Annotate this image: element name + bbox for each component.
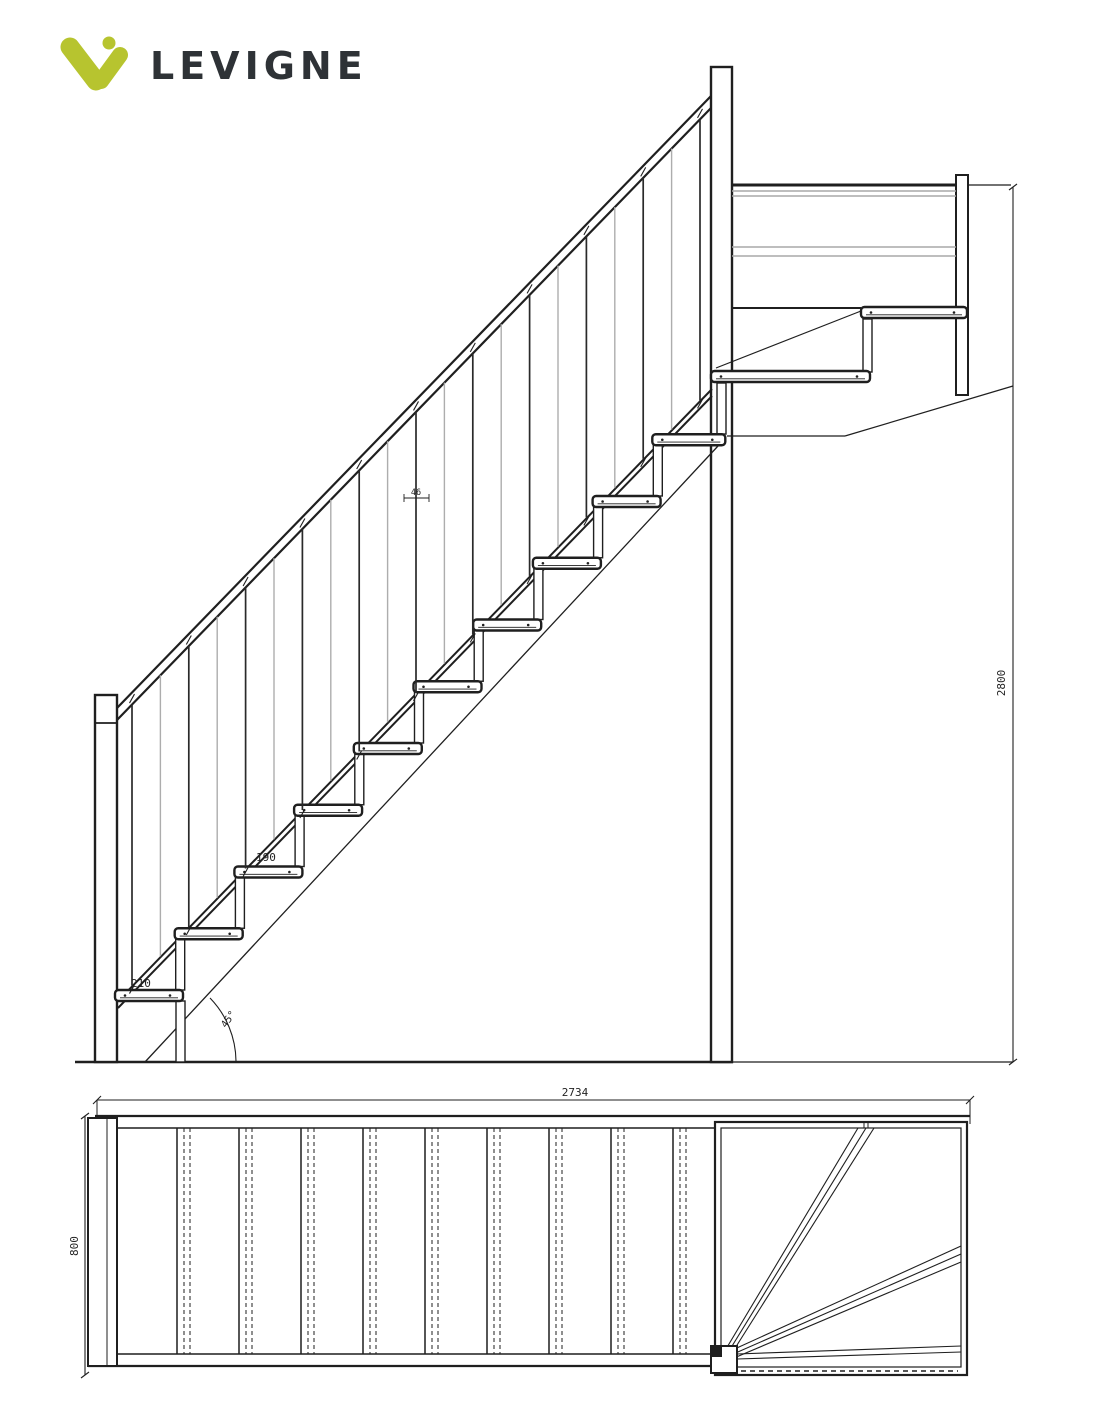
dim-going-label: 190: [256, 851, 276, 864]
handrail-bottom-edge: [117, 108, 711, 720]
dimension-total-run: [93, 1086, 974, 1124]
side-elevation-view: [75, 67, 1017, 1065]
landing-newel-post: [956, 175, 968, 395]
plan-top-view: [68, 1086, 974, 1378]
pitch-line: [145, 446, 718, 1062]
plan-treads: [177, 1128, 686, 1354]
balusters: [132, 119, 700, 985]
dimension-stair-width: [68, 1113, 89, 1378]
dim-tread-depth-label: 210: [131, 977, 151, 990]
dim-angle-label: 45°: [219, 1009, 239, 1031]
bottom-newel-post: [95, 695, 117, 1062]
angle-arc: [210, 998, 239, 1061]
brand-name: LEVIGNE: [150, 44, 368, 88]
riser-supports: [176, 319, 872, 1062]
winder-box-outer: [715, 1122, 967, 1375]
handrail-top-edge: [117, 96, 711, 708]
dimension-total-height: [995, 184, 1017, 1065]
dim-baluster-gap-label: 46: [410, 488, 422, 498]
dim-stair-width-label: 800: [68, 1236, 81, 1256]
wall-post: [711, 67, 732, 1062]
winder-sight-line: [716, 311, 861, 368]
dim-total-height-label: 2800: [995, 669, 1008, 697]
plan-entry-cap: [88, 1118, 117, 1366]
dim-total-run-label: 2734: [561, 1086, 589, 1099]
landing-sight-line-2: [845, 386, 1013, 436]
plan-corner-newel-fill: [711, 1346, 722, 1357]
